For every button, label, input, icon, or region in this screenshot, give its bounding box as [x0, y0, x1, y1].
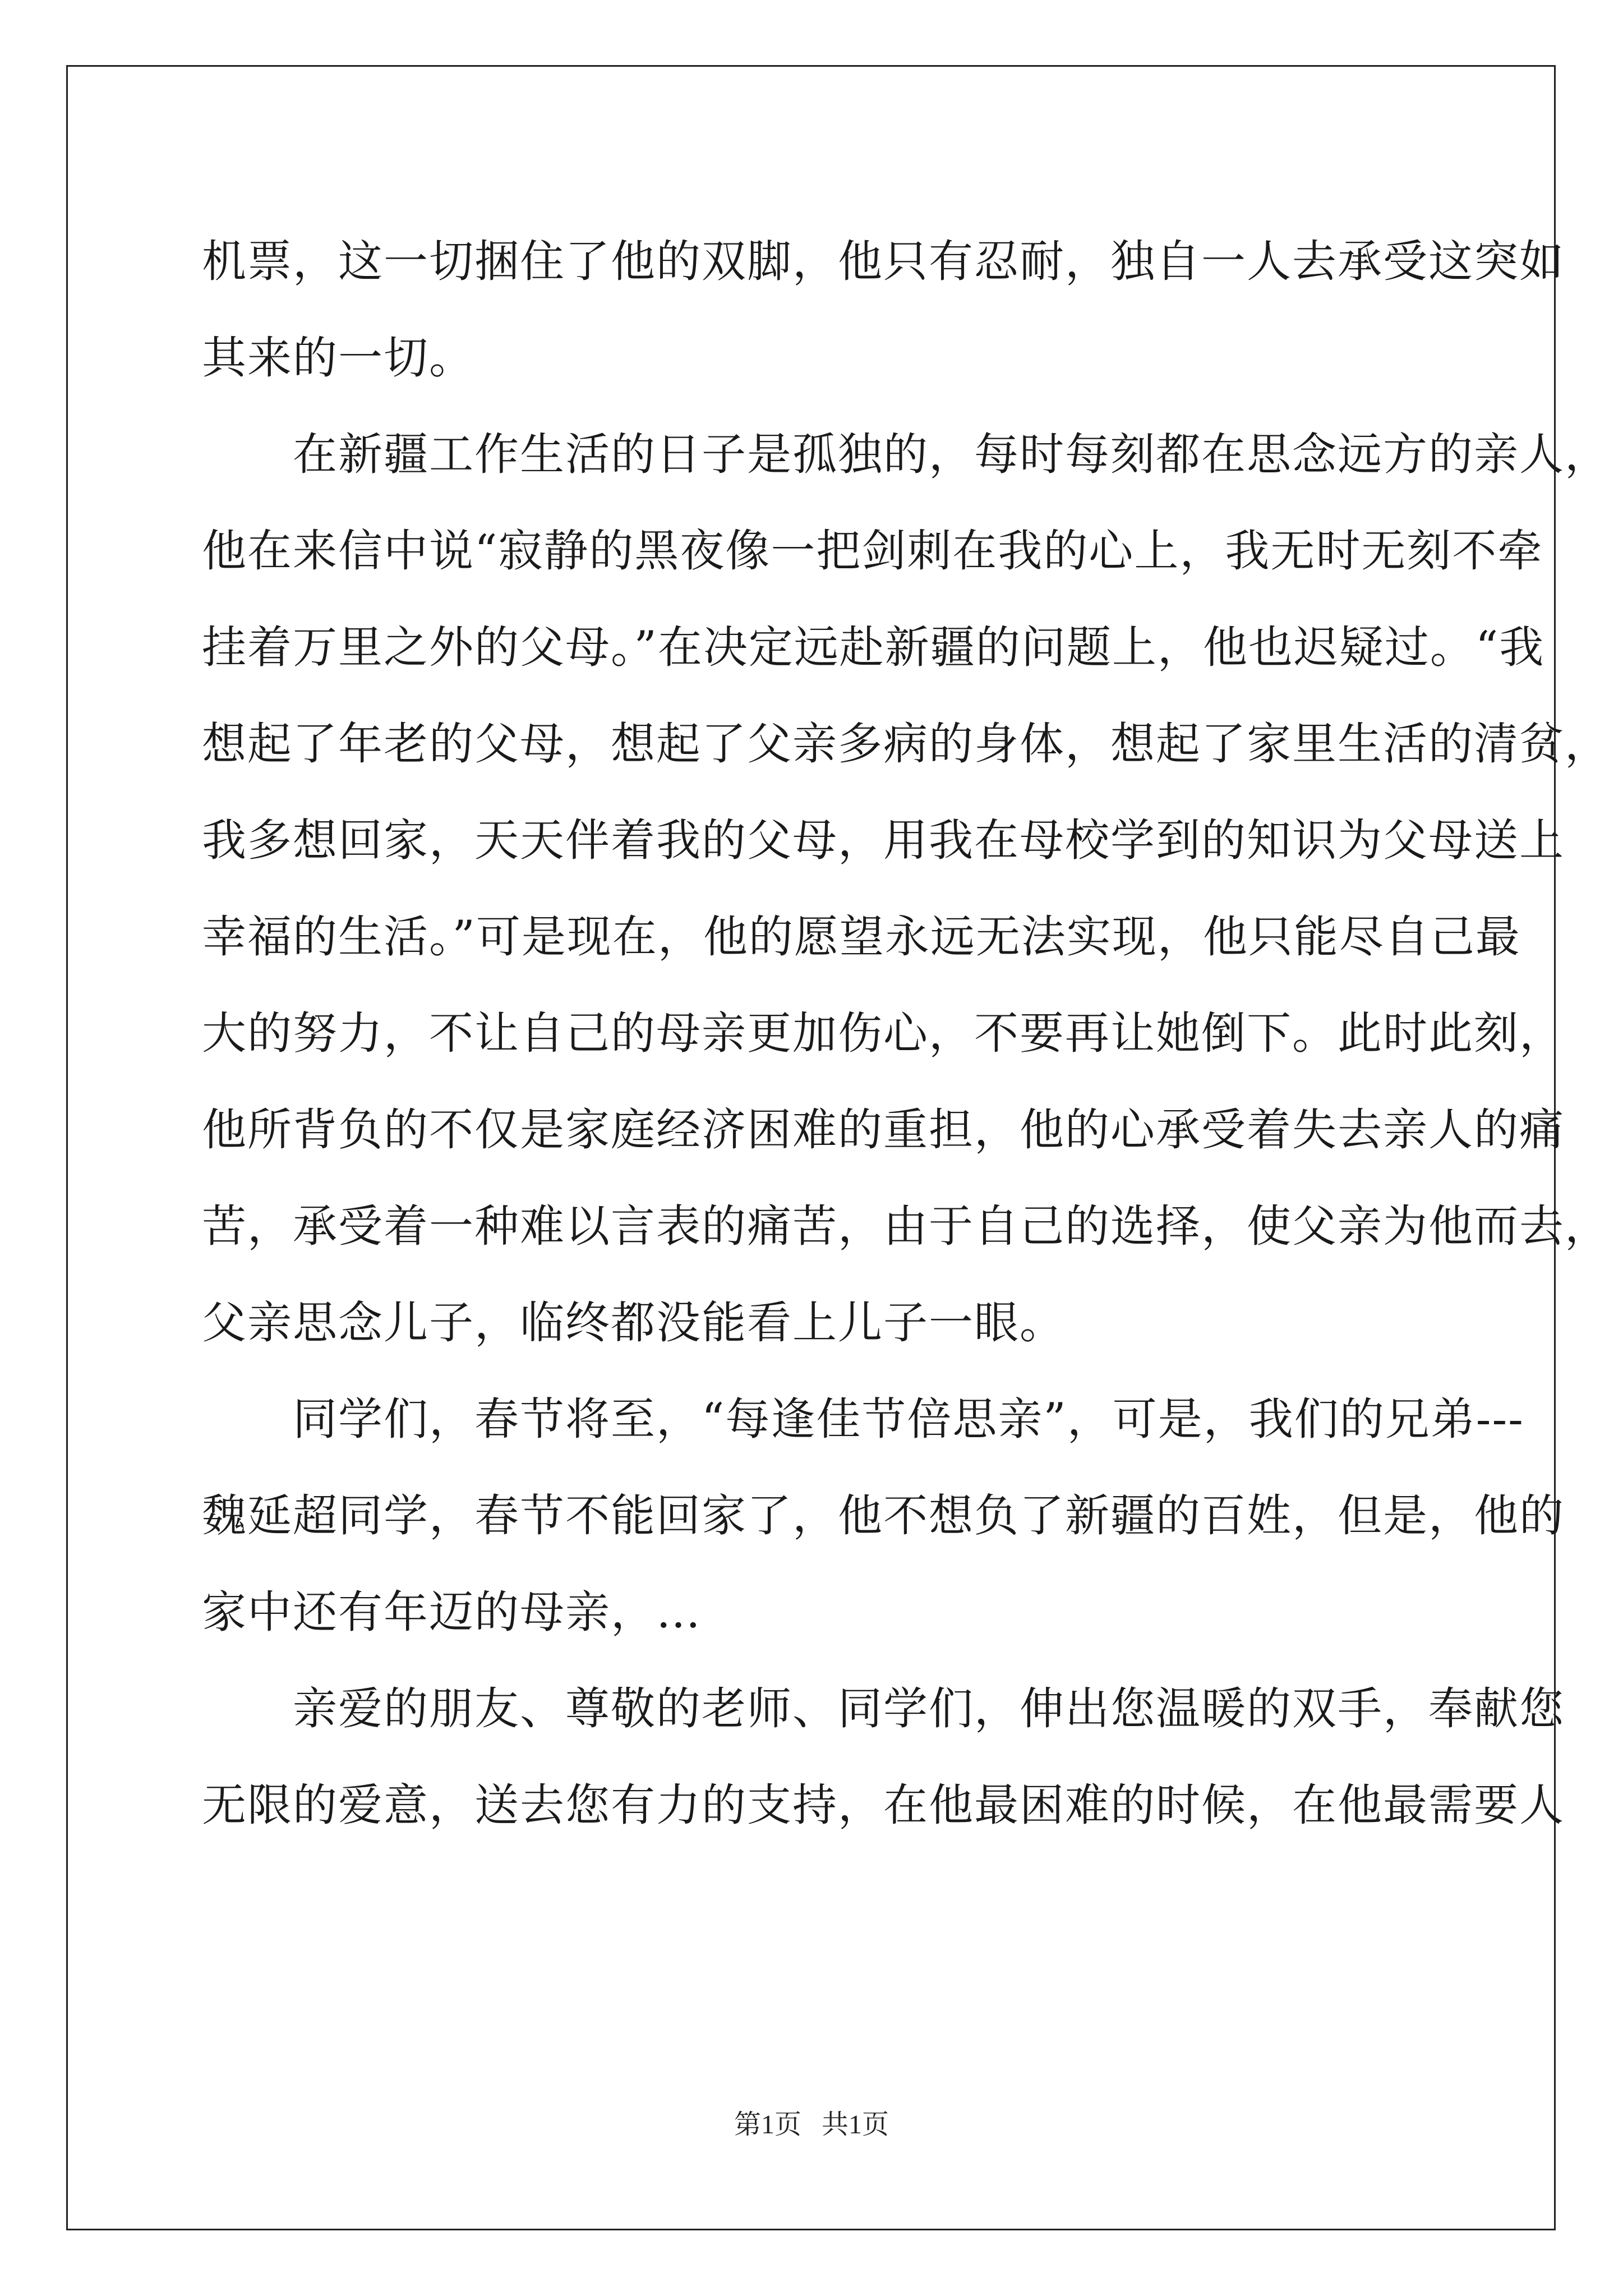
page-number: 第1页: [734, 2110, 801, 2139]
text-line: 大的努力，不让自己的母亲更加伤心，不要再让她倒下。此时此刻，: [202, 1007, 1565, 1059]
document-body: [202, 213, 1610, 1853]
text-line: 父亲思念儿子，临终都没能看上儿子一眼。: [202, 1297, 1065, 1349]
text-line: 挂着万里之外的父母。”在决定远赴新疆的问题上，他也迟疑过。“我: [202, 622, 1545, 673]
text-line: 魏延超同学，春节不能回家了，他不想负了新疆的百姓，但是，他的: [202, 1490, 1565, 1542]
page-footer: [0, 2102, 1623, 2141]
text-line: 想起了年老的父母，想起了父亲多病的身体，想起了家里生活的清贫，: [202, 718, 1610, 770]
page-total: 共1页: [822, 2110, 889, 2139]
text-line: 苦，承受着一种难以言表的痛苦，由于自己的选择，使父亲为他而去，: [202, 1200, 1610, 1252]
text-line: 我多想回家，天天伴着我的父母，用我在母校学到的知识为父母送上: [202, 815, 1565, 866]
text-line: 家中还有年迈的母亲，…: [202, 1586, 702, 1638]
text-line: 机票，这一切捆住了他的双脚，他只有忍耐，独自一人去承受这突如: [202, 236, 1565, 287]
text-line: 亲爱的朋友、尊敬的老师、同学们，伸出您温暖的双手，奉献您: [202, 1683, 1565, 1734]
text-line: 他在来信中说“寂静的黑夜像一把剑刺在我的心上，我无时无刻不牵: [202, 525, 1543, 577]
text-line: 其来的一切。: [202, 332, 474, 384]
text-line: 他所背负的不仅是家庭经济困难的重担，他的心承受着失去亲人的痛: [202, 1104, 1565, 1156]
text-line: 同学们，春节将至，“每逢佳节倍思亲”，可是，我们的兄弟---: [202, 1393, 1524, 1445]
text-line: 无限的爱意，送去您有力的支持，在他最困难的时候，在他最需要人: [202, 1779, 1565, 1831]
text-line: 幸福的生活。”可是现在，他的愿望永远无法实现，他只能尽自己最: [202, 911, 1521, 963]
text-line: 在新疆工作生活的日子是孤独的，每时每刻都在思念远方的亲人，: [202, 429, 1610, 480]
